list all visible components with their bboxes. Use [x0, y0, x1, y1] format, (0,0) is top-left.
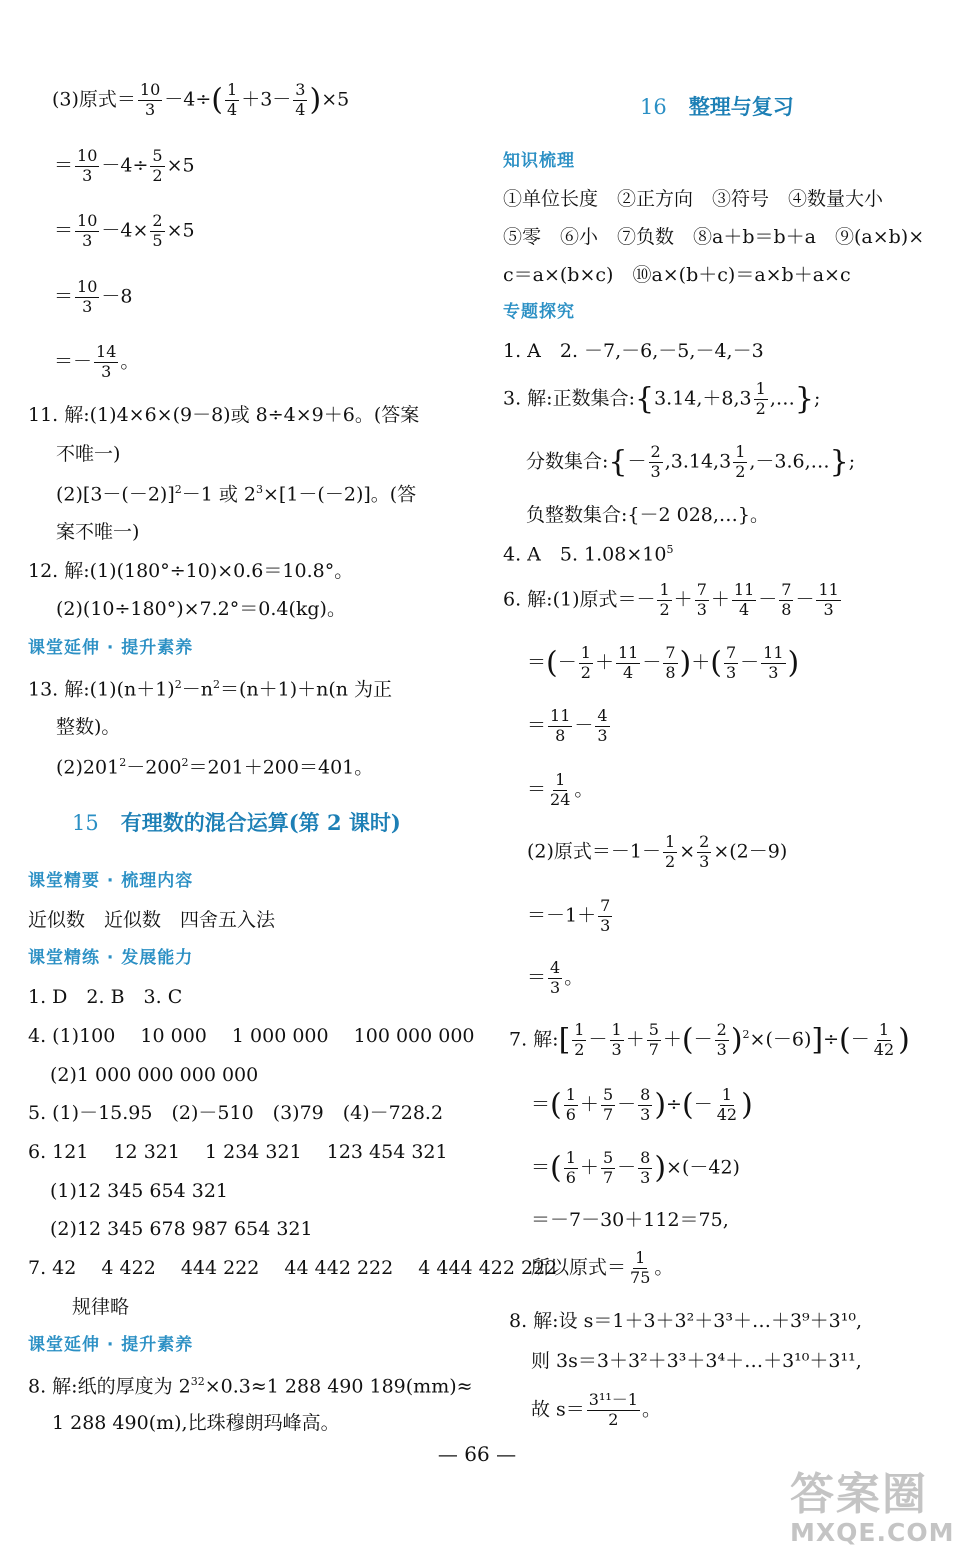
- q11-line-4: 案不唯一): [56, 521, 140, 543]
- left-eq-line-5: ＝－ $\frac{14}{3}$ 。: [54, 342, 140, 381]
- section-heading-key-points: 课堂精要 · 梳理内容: [28, 871, 194, 891]
- section-title-15: 15 有理数的混合运算(第 2 课时): [72, 810, 401, 835]
- right-answer-7-line-1: 7. 解:[ $\frac{1}{2}$ － $\frac{1}{3}$ ＋ $\frac{5}{7}$ ＋(－ $\frac{2}{3}$ )$^2$×(－6)]÷(－ $\frac{1}{42}$ ): [509, 1020, 910, 1059]
- right-answer-6-line-3: ＝ $\frac{11}{8}$ － $\frac{4}{3}$: [527, 706, 608, 745]
- right-answer-6-line-6: ＝－1＋ $\frac{7}{3}$: [527, 896, 611, 935]
- watermark-logo: 答案圈 MXQE.COM: [790, 1469, 954, 1547]
- answer-4-line-1: 4. (1)100 10 000 1 000 000 100 000 000: [28, 1025, 475, 1047]
- right-answer-1-2: 1. A 2. －7,－6,－5,－4,－3: [503, 340, 764, 362]
- answer-8-line-1: 8. 解:纸的厚度为 $2^{32}\times 0.3\approx 1$ 288 490 189(mm)≈: [28, 1375, 473, 1398]
- answer-6-line-3: (2)12 345 678 987 654 321: [50, 1218, 313, 1240]
- answer-4-line-2: (2)1 000 000 000 000: [50, 1064, 259, 1086]
- q12-line-2: (2)(10÷180°)×7.2°＝0.4(kg)。: [56, 598, 346, 620]
- q13-line-3: $(2)201^2-200^2=201+200=401$。: [56, 756, 374, 779]
- q11-line-3: $(2)[3-(-2)]^2-1$ 或 $2^3\times[1-(-2)]$。(答: [56, 483, 417, 506]
- section-heading-extension-2: 课堂延伸 · 提升素养: [28, 1335, 194, 1355]
- right-answer-6-line-4: ＝ $\frac{1}{24}$ 。: [527, 770, 594, 809]
- right-answer-7-line-5: 所以原式＝ $\frac{1}{75}$ 。: [531, 1248, 674, 1287]
- key-points-text: 近似数 近似数 四舍五入法: [28, 909, 276, 931]
- right-answer-3-line-2: 分数集合:{－ $\frac{2}{3}$ ,3.14,3 $\frac{1}{2}$ ,－3.6,…};: [526, 442, 856, 481]
- answer-6-line-2: (1)12 345 654 321: [50, 1180, 229, 1202]
- right-answer-8-line-3: 故 s＝ $\frac{\text{3¹¹－1}}{2}$ 。: [531, 1390, 662, 1429]
- right-answer-3-line-1: 3. 解:正数集合:{3.14,＋8,3 $\frac{1}{2}$ ,…};: [503, 379, 821, 418]
- q11-line-1: 11. 解:(1)4×6×(9－8)或 8÷4×9＋6。(答案: [28, 404, 420, 426]
- answer-8-line-2: 1 288 490(m),比珠穆朗玛峰高。: [52, 1412, 340, 1434]
- answer-7-line-2: 规律略: [72, 1296, 130, 1318]
- q13-line-2: 整数)。: [56, 716, 121, 738]
- q12-line-1: 12. 解:(1)(180°÷10)×0.6＝10.8°。: [28, 560, 354, 582]
- page-number: — 66 —: [437, 1442, 517, 1466]
- right-answer-8-line-1: 8. 解:设 s＝1＋3＋3²＋3³＋…＋3⁹＋3¹⁰,: [509, 1310, 863, 1332]
- right-answer-7-line-3: ＝( $\frac{1}{6}$ ＋ $\frac{5}{7}$ － $\frac{8}{3}$ )×(－42): [531, 1148, 740, 1187]
- left-eq-line-2: ＝ $\frac{10}{3}$ －4÷ $\frac{5}{2}$ ×5: [54, 146, 195, 185]
- right-answer-7-line-2: ＝( $\frac{1}{6}$ ＋ $\frac{5}{7}$ － $\frac{8}{3}$ )÷(－ $\frac{1}{42}$ ): [531, 1085, 753, 1124]
- knowledge-line-3: c＝a×(b×c) ⑩a×(b＋c)＝a×b＋a×c: [503, 264, 851, 286]
- section-heading-extension-1: 课堂延伸 · 提升素养: [28, 638, 194, 658]
- left-eq-line-1: (3)原式＝ $\frac{10}{3}$ －4÷( $\frac{1}{4}$ ＋3－ $\frac{3}{4}$ )×5: [52, 80, 350, 119]
- right-answer-6-line-2: ＝(－ $\frac{1}{2}$ ＋ $\frac{11}{4}$ － $\frac{7}{8}$ )＋( $\frac{7}{3}$ － $\frac{11}{3}$ ): [527, 643, 800, 682]
- right-answer-7-line-4: ＝－7－30＋112＝75,: [531, 1209, 729, 1231]
- section-title-16: 16 整理与复习: [640, 94, 794, 119]
- right-answer-6-line-1: 6. 解:(1)原式＝－ $\frac{1}{2}$ ＋ $\frac{7}{3}$ ＋ $\frac{11}{4}$ － $\frac{7}{8}$ － $\frac{11}{3}$: [503, 580, 839, 619]
- right-answer-3-line-3: 负整数集合:{－2 028,…}。: [526, 504, 770, 526]
- right-answer-4-5: 4. A 5. $1.08\times 10^5$: [503, 543, 674, 566]
- right-answer-8-line-2: 则 3s＝3＋3²＋3³＋3⁴＋…＋3¹⁰＋3¹¹,: [531, 1350, 862, 1372]
- left-eq-line-3: ＝ $\frac{10}{3}$ －4× $\frac{2}{5}$ ×5: [54, 211, 195, 250]
- right-answer-6-line-7: ＝ $\frac{4}{3}$ 。: [527, 958, 584, 997]
- q13-line-1: 13. 解$:(1)(n+1)^2-n^2=(n+1)+n(n$ 为正: [28, 678, 393, 701]
- knowledge-line-2: ⑤零 ⑥小 ⑦负数 ⑧a＋b＝b＋a ⑨(a×b)×: [503, 226, 925, 248]
- section-heading-topics: 专题探究: [503, 302, 575, 322]
- answer-7-line-1: 7. 42 4 422 444 222 44 442 222 4 444 422 222: [28, 1257, 558, 1279]
- q11-line-2: 不唯一): [56, 443, 121, 465]
- answer-5: 5. (1)－15.95 (2)－510 (3)79 (4)－728.2: [28, 1102, 444, 1124]
- left-eq-line-4: ＝ $\frac{10}{3}$ －8: [54, 277, 133, 316]
- section-heading-knowledge: 知识梳理: [503, 151, 575, 171]
- answer-1-3: 1. D 2. B 3. C: [28, 986, 183, 1008]
- right-answer-6-line-5: (2)原式＝－1－ $\frac{1}{2}$ × $\frac{2}{3}$ ×(2－9): [527, 832, 788, 871]
- section-heading-practice: 课堂精练 · 发展能力: [28, 948, 194, 968]
- knowledge-line-1: ①单位长度 ②正方向 ③符号 ④数量大小: [503, 188, 884, 210]
- answer-6-line-1: 6. 121 12 321 1 234 321 123 454 321: [28, 1141, 448, 1163]
